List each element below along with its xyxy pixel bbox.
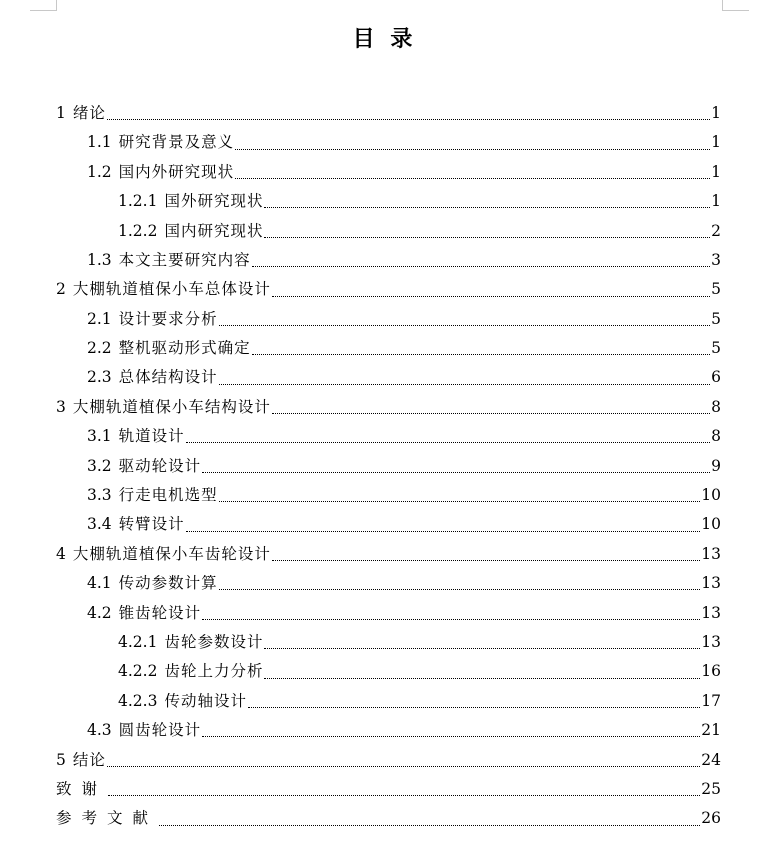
toc-entry-number: 1.2.1 (118, 192, 158, 211)
toc-entry[interactable] (56, 99, 721, 128)
toc-entry-page-number: 8 (711, 397, 721, 416)
toc-entry-label: 总体结构设计 (118, 368, 218, 387)
toc-entry-label: 国外研究现状 (164, 192, 264, 211)
dot-leader (219, 384, 710, 385)
toc-entry-number: 4.2.2 (118, 662, 158, 681)
toc-entry[interactable] (56, 775, 721, 804)
toc-entry-number: 5 (56, 750, 66, 769)
toc-entry-number: 4.3 (87, 721, 112, 740)
toc-entry[interactable] (56, 246, 721, 275)
toc-entry[interactable] (56, 158, 721, 187)
toc-entry-number: 1 (56, 103, 66, 122)
dot-leader (235, 178, 710, 179)
toc-entry-number: 1.2 (87, 162, 112, 181)
toc-entry[interactable] (56, 540, 721, 569)
toc-entry-page-number: 1 (711, 133, 721, 152)
toc-entry-label: 大棚轨道植保小车齿轮设计 (72, 544, 271, 563)
toc-entry-number: 4 (56, 544, 66, 563)
table-of-contents (56, 99, 721, 834)
toc-entry-number: 3 (56, 397, 66, 416)
dot-leader (264, 237, 710, 238)
toc-entry-label: 本文主要研究内容 (118, 250, 251, 269)
toc-entry[interactable] (56, 657, 721, 686)
toc-entry[interactable] (56, 364, 721, 393)
toc-entry-label: 大棚轨道植保小车结构设计 (72, 397, 271, 416)
toc-entry-label: 转臂设计 (118, 515, 185, 534)
toc-entry-label: 国内研究现状 (164, 221, 264, 240)
toc-entry[interactable] (56, 187, 721, 216)
toc-entry-number: 3.4 (87, 515, 112, 534)
toc-entry[interactable] (56, 217, 721, 246)
toc-entry-page-number: 24 (701, 750, 721, 769)
toc-entry-label: 国内外研究现状 (118, 162, 235, 181)
toc-entry-page-number: 9 (711, 456, 721, 475)
toc-entry-number: 3.2 (87, 456, 112, 475)
dot-leader (202, 472, 710, 473)
toc-entry-page-number: 1 (711, 162, 721, 181)
toc-entry-label: 行走电机选型 (118, 486, 218, 505)
toc-entry-label: 传动轴设计 (164, 691, 247, 710)
toc-entry-number: 3.1 (87, 427, 112, 446)
toc-entry-page-number: 2 (711, 221, 721, 240)
dot-leader (264, 207, 710, 208)
toc-entry-label: 整机驱动形式确定 (118, 339, 251, 358)
dot-leader (186, 531, 701, 532)
dot-leader (186, 442, 710, 443)
toc-entry-page-number: 5 (711, 309, 721, 328)
toc-entry[interactable] (56, 569, 721, 598)
toc-entry-label: 参考文献 (56, 809, 159, 828)
dot-leader (219, 589, 701, 590)
toc-entry-page-number: 17 (701, 691, 721, 710)
toc-entry-page-number: 10 (701, 515, 721, 534)
toc-entry[interactable] (56, 510, 721, 539)
toc-entry-page-number: 3 (711, 250, 721, 269)
toc-entry-number: 2.2 (87, 339, 112, 358)
toc-entry-page-number: 10 (701, 486, 721, 505)
toc-entry[interactable] (56, 422, 721, 451)
toc-entry-number: 3.3 (87, 486, 112, 505)
toc-entry[interactable] (56, 334, 721, 363)
toc-entry-page-number: 13 (701, 603, 721, 622)
toc-entry-label: 研究背景及意义 (118, 133, 235, 152)
toc-entry-page-number: 1 (711, 103, 721, 122)
toc-entry-label: 致谢 (56, 779, 108, 798)
dot-leader (252, 354, 710, 355)
dot-leader (107, 119, 710, 120)
toc-entry-label: 驱动轮设计 (118, 456, 202, 475)
page-corner-mark-right (722, 0, 749, 11)
toc-entry-page-number: 5 (711, 280, 721, 299)
dot-leader (248, 707, 700, 708)
toc-entry-number: 1.1 (87, 133, 112, 152)
toc-entry-page-number: 13 (701, 574, 721, 593)
toc-entry[interactable] (56, 628, 721, 657)
toc-entry-label: 锥齿轮设计 (118, 603, 202, 622)
toc-entry-page-number: 8 (711, 427, 721, 446)
toc-entry-number: 4.1 (87, 574, 112, 593)
toc-entry[interactable] (56, 599, 721, 628)
toc-entry[interactable] (56, 481, 721, 510)
dot-leader (252, 266, 710, 267)
toc-entry-number: 4.2.3 (118, 691, 158, 710)
toc-entry-page-number: 13 (701, 544, 721, 563)
toc-entry-label: 设计要求分析 (118, 309, 218, 328)
toc-entry[interactable] (56, 687, 721, 716)
dot-leader (108, 795, 700, 796)
toc-entry[interactable] (56, 393, 721, 422)
toc-title: 目 录 (352, 27, 417, 52)
dot-leader (272, 413, 710, 414)
toc-entry-page-number: 21 (701, 721, 721, 740)
toc-entry-page-number: 6 (711, 368, 721, 387)
toc-entry-page-number: 16 (701, 662, 721, 681)
toc-entry[interactable] (56, 452, 721, 481)
toc-entry-number: 4.2.1 (118, 632, 158, 651)
toc-entry[interactable] (56, 804, 721, 833)
toc-entry-number: 1.3 (87, 250, 112, 269)
toc-entry-label: 圆齿轮设计 (118, 721, 202, 740)
toc-entry-number: 2.1 (87, 309, 112, 328)
dot-leader (264, 678, 700, 679)
toc-entry-page-number: 13 (701, 632, 721, 651)
page-corner-mark-left (30, 0, 57, 11)
dot-leader (159, 825, 700, 826)
toc-entry-label: 结论 (72, 750, 106, 769)
dot-leader (235, 149, 710, 150)
toc-entry-number: 2.3 (87, 368, 112, 387)
toc-entry-page-number: 5 (711, 339, 721, 358)
dot-leader (272, 296, 710, 297)
toc-entry-label: 齿轮参数设计 (164, 632, 264, 651)
dot-leader (219, 325, 710, 326)
toc-entry-label: 传动参数计算 (118, 574, 218, 593)
dot-leader (202, 619, 700, 620)
dot-leader (272, 560, 700, 561)
toc-entry-label: 绪论 (72, 103, 106, 122)
toc-entry[interactable] (56, 746, 721, 775)
dot-leader (202, 736, 700, 737)
toc-entry-number: 4.2 (87, 603, 112, 622)
toc-entry[interactable] (56, 128, 721, 157)
dot-leader (264, 648, 700, 649)
toc-entry-number: 1.2.2 (118, 221, 158, 240)
toc-entry[interactable] (56, 275, 721, 304)
toc-entry-label: 轨道设计 (118, 427, 185, 446)
toc-entry-page-number: 1 (711, 192, 721, 211)
toc-entry-label: 大棚轨道植保小车总体设计 (72, 280, 271, 299)
toc-entry[interactable] (56, 716, 721, 745)
toc-entry-page-number: 26 (701, 809, 721, 828)
toc-entry-page-number: 25 (701, 779, 721, 798)
dot-leader (107, 766, 700, 767)
toc-entry-number: 2 (56, 280, 66, 299)
dot-leader (219, 501, 701, 502)
toc-entry-label: 齿轮上力分析 (164, 662, 264, 681)
toc-entry[interactable] (56, 305, 721, 334)
